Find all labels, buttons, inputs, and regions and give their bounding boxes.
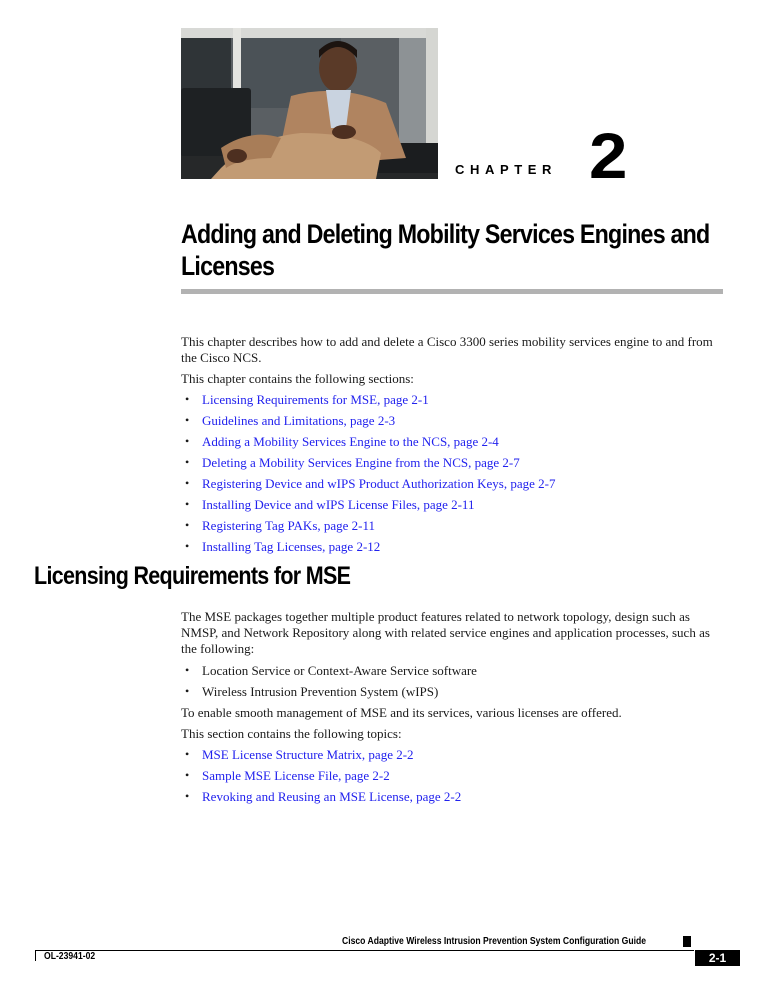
- footer-divider: [35, 950, 694, 951]
- link-adding-mse[interactable]: Adding a Mobility Services Engine to the NCS, page 2-4: [202, 434, 499, 449]
- section-paragraph-licenses: To enable smooth management of MSE and its services, various licenses are offered.: [181, 705, 622, 720]
- list-item: [181, 515, 726, 536]
- intro-section: [181, 334, 726, 557]
- list-item: • Wireless Intrusion Prevention System (wIPS): [181, 681, 726, 702]
- link-licensing-requirements[interactable]: Licensing Requirements for MSE, page 2-1: [202, 392, 429, 407]
- list-item: [181, 765, 726, 786]
- list-item: [181, 452, 726, 473]
- footer-doc-number: OL-23941-02: [44, 951, 96, 962]
- section-heading: Licensing Requirements for MSE: [34, 562, 351, 590]
- link-revoking-license[interactable]: Revoking and Reusing an MSE License, page 2-2: [202, 789, 462, 804]
- chapter-label: CHAPTER: [455, 162, 558, 177]
- list-item: [181, 473, 726, 494]
- list-item: [181, 389, 726, 410]
- list-item: [181, 494, 726, 515]
- footer-marker: [683, 936, 691, 947]
- licensing-section: [181, 609, 726, 807]
- list-item: [181, 744, 726, 765]
- list-item: [181, 431, 726, 452]
- link-guidelines-limitations[interactable]: Guidelines and Limitations, page 2-3: [202, 413, 396, 428]
- section-topics-list: [181, 744, 726, 807]
- link-installing-license-files[interactable]: Installing Device and wIPS License Files, page 2-11: [202, 497, 475, 512]
- section-topics-lead: This section contains the following topics:: [181, 726, 402, 741]
- page-number: 2-1: [695, 950, 740, 966]
- list-item: [181, 536, 726, 557]
- link-installing-tag-licenses[interactable]: Installing Tag Licenses, page 2-12: [202, 539, 381, 554]
- chapter-photo: [181, 28, 438, 179]
- list-item: • Location Service or Context-Aware Service software: [181, 660, 726, 681]
- chapter-number: 2: [589, 120, 628, 192]
- title-divider: [181, 289, 723, 294]
- link-registering-paks[interactable]: Registering Device and wIPS Product Authorization Keys, page 2-7: [202, 476, 556, 491]
- photo-illustration: [181, 28, 438, 179]
- chapter-sections-list: [181, 389, 726, 557]
- page-title: Adding and Deleting Mobility Services Engines and Licenses: [181, 219, 710, 281]
- section-paragraph: The MSE packages together multiple product features related to network topology, design such as NMSP, and Network Repository along with related service engines and application processes, such as the following:: [181, 609, 710, 656]
- list-item: [181, 786, 726, 807]
- link-sample-license-file[interactable]: Sample MSE License File, page 2-2: [202, 768, 390, 783]
- link-registering-tag-paks[interactable]: Registering Tag PAKs, page 2-11: [202, 518, 376, 533]
- intro-paragraph: This chapter describes how to add and delete a Cisco 3300 series mobility services engine to and from the Cisco NCS.: [181, 334, 713, 365]
- footer-guide-title: Cisco Adaptive Wireless Intrusion Prevention System Configuration Guide: [342, 936, 647, 947]
- footer-tick: [35, 950, 36, 961]
- link-license-structure-matrix[interactable]: MSE License Structure Matrix, page 2-2: [202, 747, 414, 762]
- list-item: [181, 410, 726, 431]
- intro-sections-lead: This chapter contains the following sections:: [181, 371, 414, 386]
- link-deleting-mse[interactable]: Deleting a Mobility Services Engine from the NCS, page 2-7: [202, 455, 520, 470]
- service-list: [181, 660, 726, 702]
